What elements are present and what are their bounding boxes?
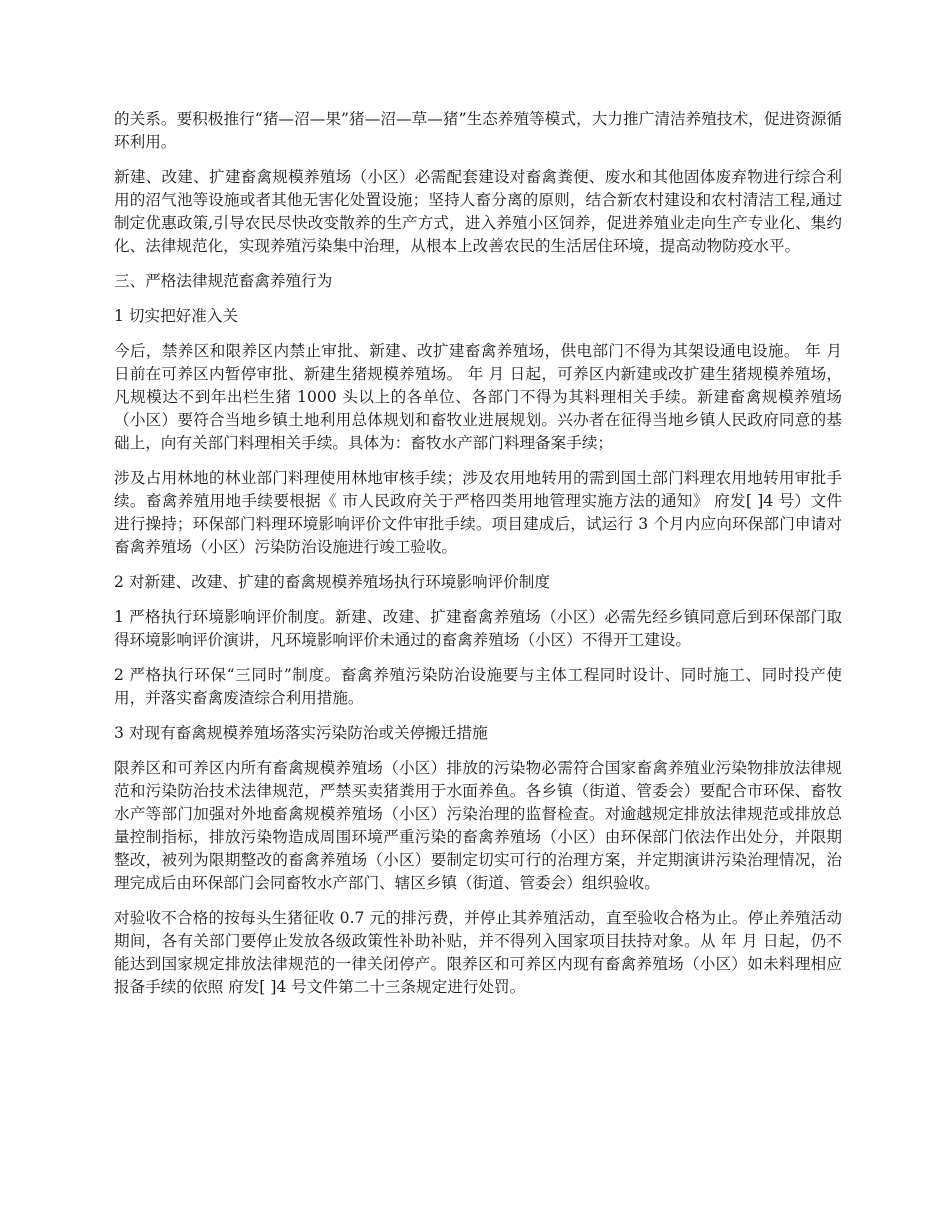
paragraph-penalties: 对验收不合格的按每头生猪征收 0.7 元的排污费，并停止其养殖活动，直至验收合格为止。停止养殖活动期间，各有关部门要停止发放各级政策性补助补贴，并不得列入国家项目扶持对象。从 年 月 日起，仍不能达到国家规定排放法律规范的一律关闭停产。限养区和可养区内现有畜禽养殖场（小区）如未料理相应报备手续的依照 府发[ ]4 号文件第二十三条规定进行处罚。 — [114, 909, 842, 996]
document-body — [114, 108, 842, 1011]
paragraph-eia-system: 1 严格执行环境影响评价制度。新建、改建、扩建畜禽养殖场（小区）必需先经乡镇同意后到环保部门取得环境影响评价演讲，凡环境影响评价未通过的畜禽养殖场（小区）不得开工建设。 — [114, 608, 842, 649]
paragraph-entry-control: 今后，禁养区和限养区内禁止审批、新建、改扩建畜禽养殖场，供电部门不得为其架设通电设施。 年 月 日前在可养区内暂停审批、新建生猪规模养殖场。 年 月 日起，可养区内新建或改扩建生猪规模养殖场，凡规模达不到年出栏生猪 1000 头以上的各单位、各部门不得为其料理相关手续。新建畜禽规模养殖场（小区）要符合当地乡镇土地利用总体规划和畜牧业进展规划。兴办者在征得当地乡镇人民政府同意的基础上，向有关部门料理相关手续。具体为：畜牧水产部门料理备案手续； — [114, 342, 842, 452]
section-heading-3: 三、严格法律规范畜禽养殖行为 — [114, 272, 333, 290]
paragraph-eco-farming: 的关系。要积极推行“猪—沼—果”猪—沼—草—猪”生态养殖等模式，大力推广清洁养殖技术，促进资源循环利用。 — [114, 110, 842, 151]
paragraph-new-construction: 新建、改建、扩建畜禽规模养殖场（小区）必需配套建设对畜禽粪便、废水和其他固体废弃物进行综合利用的沼气池等设施或者其他无害化处置设施；坚持人畜分离的原则，结合新农村建设和农村清洁工程,通过制定优惠政策,引导农民尽快改变散养的生产方式，进入养殖小区饲养，促进养殖业走向生产专业化、集约化、法律规范化，实现养殖污染集中治理，从根本上改善农民的生活居住环境，提高动物防疫水平。 — [114, 168, 842, 255]
subheading-1: 1 切实把好准入关 — [114, 307, 239, 325]
paragraph-three-simultaneous: 2 严格执行环保“三同时”制度。畜禽养殖污染防治设施要与主体工程同时设计、同时施工、同时投产使用，并落实畜禽废渣综合利用措施。 — [114, 666, 842, 707]
paragraph-pollution-control: 限养区和可养区内所有畜禽规模养殖场（小区）排放的污染物必需符合国家畜禽养殖业污染物排放法律规范和污染防治技术法律规范，严禁买卖猪粪用于水面养鱼。各乡镇（街道、管委会）要配合市环保、畜牧水产等部门加强对外地畜禽规模养殖场（小区）污染治理的监督检查。对逾越规定排放法律规范或排放总量控制指标，排放污染物造成周围环境严重污染的畜禽养殖场（小区）由环保部门依法作出处分，并限期整改，被列为限期整改的畜禽养殖场（小区）要制定切实可行的治理方案，并定期演讲污染治理情况，治理完成后由环保部门会同畜牧水产部门、辖区乡镇（街道、管委会）组织验收。 — [114, 759, 842, 892]
subheading-2: 2 对新建、改建、扩建的畜禽规模养殖场执行环境影响评价制度 — [114, 573, 550, 591]
paragraph-land-use: 涉及占用林地的林业部门料理使用林地审核手续；涉及农用地转用的需到国土部门料理农用地转用审批手续。畜禽养殖用地手续要根据《 市人民政府关于严格四类用地管理实施方法的通知》 府发[ ]4 号）文件进行操持；环保部门料理环境影响评价文件审批手续。项目建成后，试运行 3 个月内应向环保部门申请对畜禽养殖场（小区）污染防治设施进行竣工验收。 — [114, 469, 842, 556]
subheading-3: 3 对现有畜禽规模养殖场落实污染防治或关停搬迁措施 — [114, 724, 488, 742]
